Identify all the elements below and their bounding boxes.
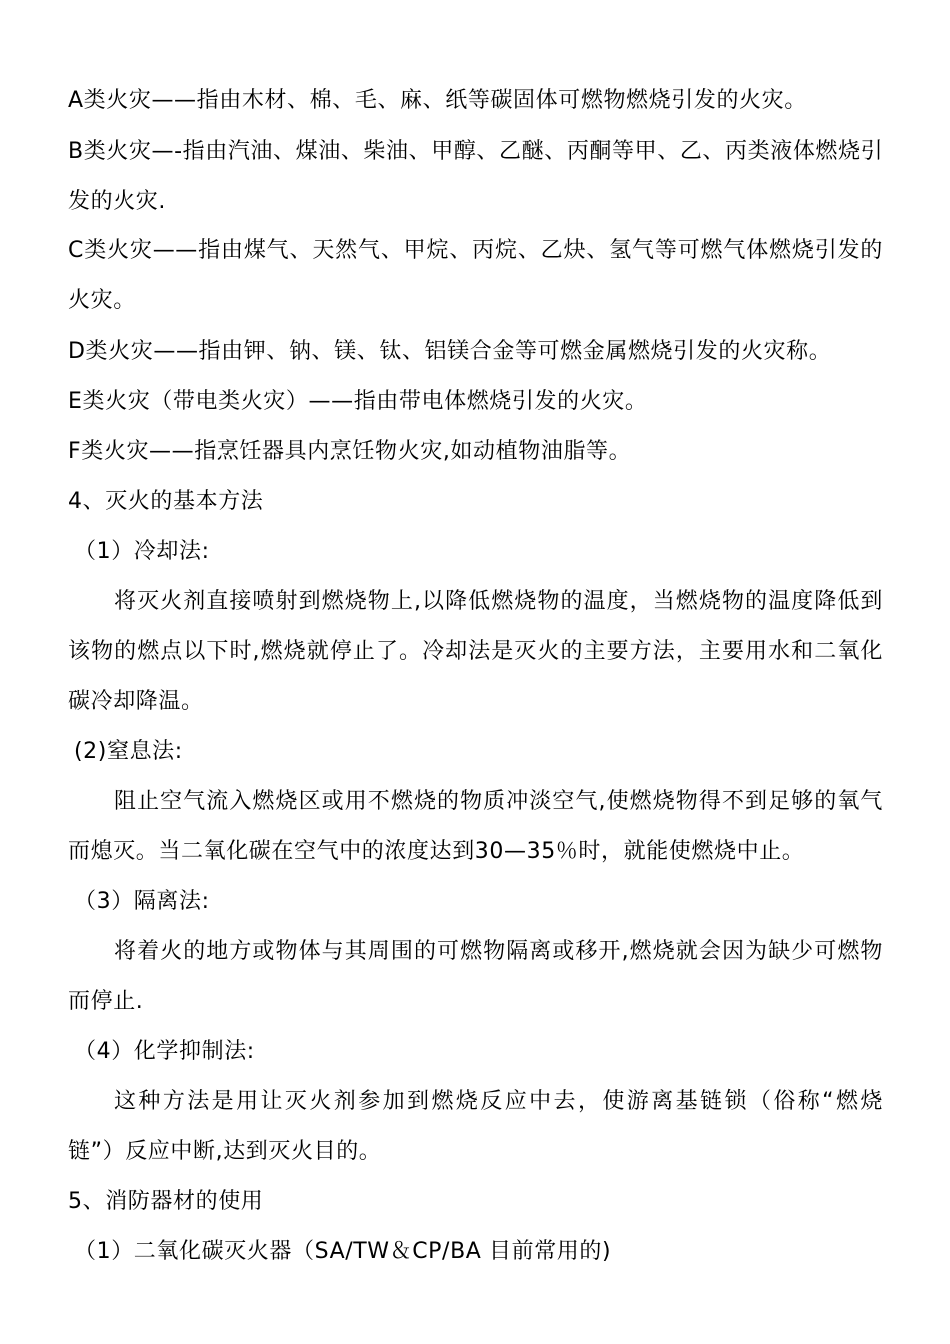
fire-class-c: C类火灾——指由煤气、天然气、甲烷、丙烷、乙炔、氢气等可燃气体燃烧引发的 bbox=[68, 238, 883, 263]
method-1-title: （1）冷却法: bbox=[74, 539, 210, 564]
method-1-text-line: 该物的燃点以下时,燃烧就停止了。冷却法是灭火的主要方法，主要用水和二氧化 bbox=[68, 639, 883, 664]
extinguisher-item-1: （1）二氧化碳灭火器（SA/TW＆CP/BA 目前常用的) bbox=[74, 1239, 612, 1264]
fire-class-a: A类火灾——指由木材、棉、毛、麻、纸等碳固体可燃物燃烧引发的火灾。 bbox=[68, 88, 807, 113]
method-4-text-line: 这种方法是用让灭火剂参加到燃烧反应中去，使游离基链锁（俗称“燃烧 bbox=[114, 1089, 883, 1114]
fire-class-b: B类火灾—-指由汽油、煤油、柴油、甲醇、乙醚、丙酮等甲、乙、丙类液体燃烧引 bbox=[68, 139, 883, 164]
method-3-text-line: 将着火的地方或物体与其周围的可燃物隔离或移开,燃烧就会因为缺少可燃物 bbox=[114, 939, 883, 964]
method-2-title: (2)窒息法: bbox=[74, 739, 183, 764]
method-2-text-line: 而熄灭。当二氧化碳在空气中的浓度达到30—35％时，就能使燃烧中止。 bbox=[68, 839, 805, 864]
method-2-text-line: 阻止空气流入燃烧区或用不燃烧的物质冲淡空气,使燃烧物得不到足够的氧气 bbox=[114, 789, 883, 814]
method-4-text-line: 链”）反应中断,达到灭火目的。 bbox=[68, 1139, 382, 1164]
method-1-text-line: 碳冷却降温。 bbox=[68, 689, 204, 714]
fire-class-c-cont: 火灾。 bbox=[68, 288, 136, 313]
section-5-title: 5、消防器材的使用 bbox=[68, 1189, 264, 1214]
fire-class-d: D类火灾——指由钾、钠、镁、钛、铝镁合金等可燃金属燃烧引发的火灾称。 bbox=[68, 339, 832, 364]
fire-class-f: F类火灾——指烹饪器具内烹饪物火灾,如动植物油脂等。 bbox=[68, 439, 632, 464]
section-4-title: 4、灭火的基本方法 bbox=[68, 489, 264, 514]
method-3-title: （3）隔离法: bbox=[74, 889, 210, 914]
method-4-title: （4）化学抑制法: bbox=[74, 1039, 255, 1064]
method-1-text-line: 将灭火剂直接喷射到燃烧物上,以降低燃烧物的温度，当燃烧物的温度降低到 bbox=[114, 589, 883, 614]
fire-class-b-cont: 发的火灾. bbox=[68, 189, 166, 214]
method-3-text-line: 而停止. bbox=[68, 989, 144, 1014]
fire-class-e: E类火灾（带电类火灾）——指由带电体燃烧引发的火灾。 bbox=[68, 389, 648, 414]
